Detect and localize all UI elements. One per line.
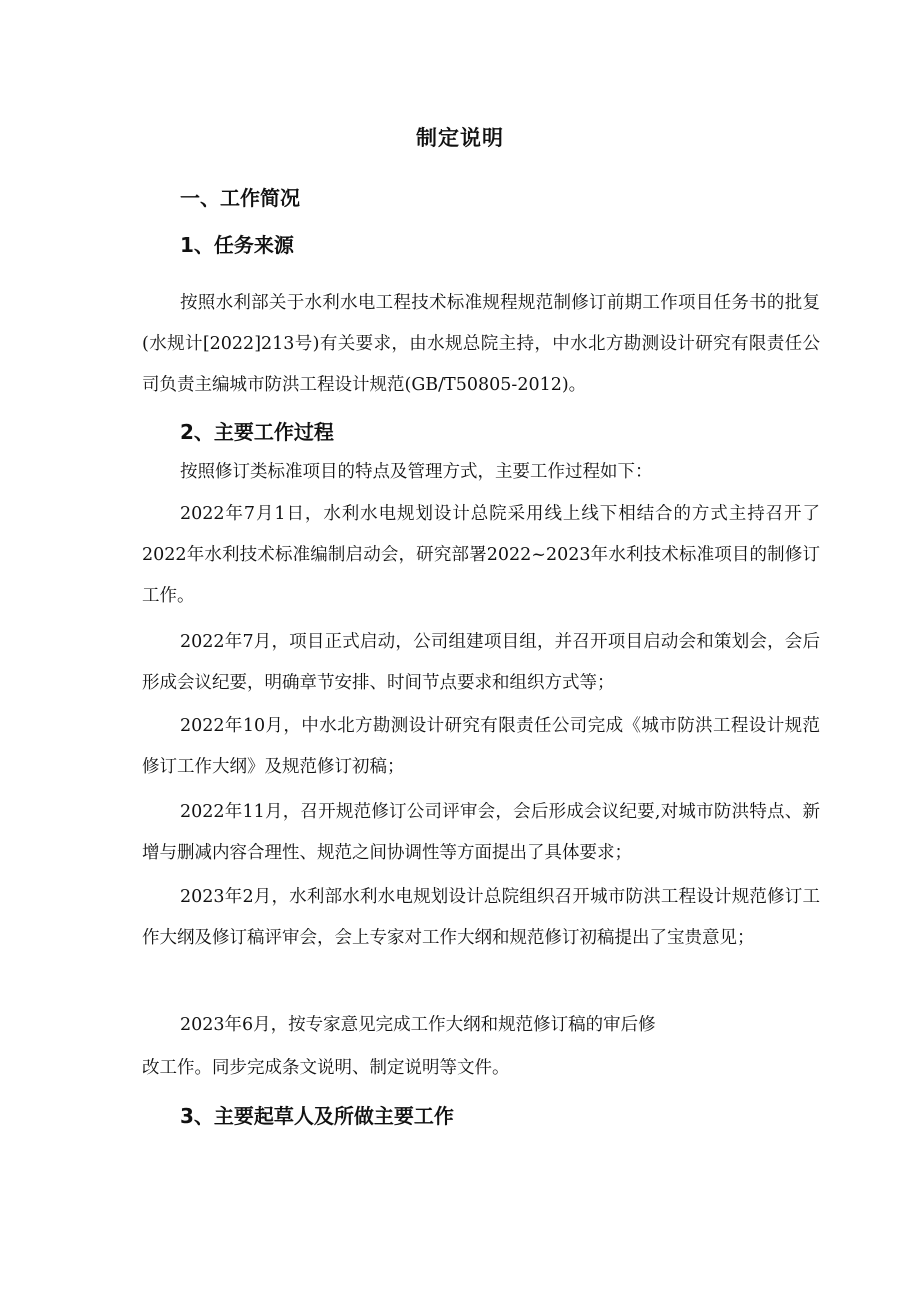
paragraph-process-item: 2022年11月，召开规范修订公司评审会，会后形成会议纪要,对城市防洪特点、新增与删减内容合理性、规范之间协调性等方面提出了具体要求； — [142, 802, 820, 863]
paragraph-process-item: 2022年7月1日，水利水电规划设计总院采用线上线下相结合的方式主持召开了2022年水利技术标准编制启动会，研究部署2022~2023年水利技术标准项目的制修订工作。 — [142, 504, 820, 606]
page-title: 制定说明 — [416, 126, 504, 150]
paragraph-process-intro: 按照修订类标准项目的特点及管理方式，主要工作过程如下： — [180, 462, 653, 482]
paragraph-process-item: 2022年7月，项目正式启动，公司组建项目组，并召开项目启动会和策划会，会后形成会议纪要，明确章节安排、时间节点要求和组织方式等； — [142, 632, 820, 693]
paragraph-process-item-last-line1: 2023年6月，按专家意见完成工作大纲和规范修订稿的审后修 — [180, 1015, 656, 1035]
subheading-task-source: 1、任务来源 — [180, 233, 294, 257]
paragraph-process-item-last-line2: 改工作。同步完成条文说明、制定说明等文件。 — [142, 1058, 510, 1078]
paragraph-process-item: 2023年2月，水利部水利水电规划设计总院组织召开城市防洪工程设计规范修订工作大纲及修订稿评审会，会上专家对工作大纲和规范修订初稿提出了宝贵意见； — [142, 887, 820, 948]
paragraph-task-source: 按照水利部关于水利水电工程技术标准规程规范制修订前期工作项目任务书的批复(水规计[2022]213号)有关要求，由水规总院主持，中水北方勘测设计研究有限责任公司负责主编城市防洪工程设计规范(GB/T50805-2012)。 — [142, 293, 820, 395]
subheading-main-work-process: 2、主要工作过程 — [180, 420, 334, 444]
paragraph-process-item: 2022年10月，中水北方勘测设计研究有限责任公司完成《城市防洪工程设计规范修订工作大纲》及规范修订初稿； — [142, 716, 820, 777]
section-heading-work-overview: 一、工作简况 — [180, 186, 300, 210]
subheading-main-drafters: 3、主要起草人及所做主要工作 — [180, 1104, 454, 1128]
